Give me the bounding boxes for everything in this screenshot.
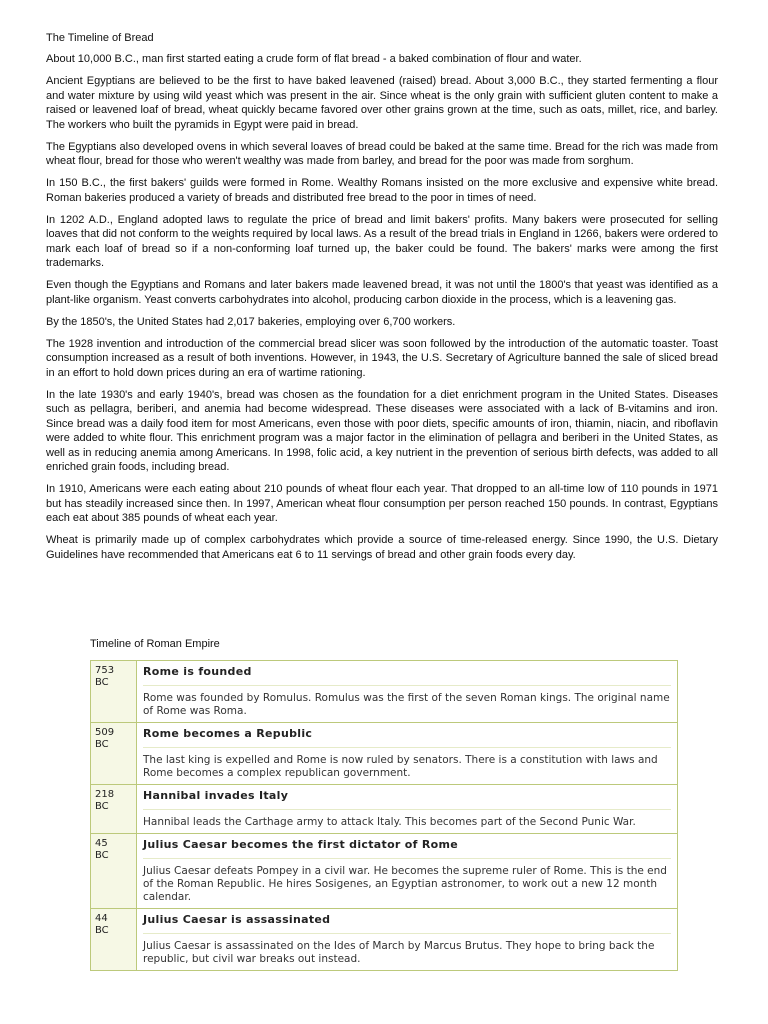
article-title: The Timeline of Bread xyxy=(46,32,154,44)
event-cell xyxy=(137,723,678,785)
table-row xyxy=(91,785,678,834)
event-cell xyxy=(137,661,678,723)
event-title: Rome is founded xyxy=(143,665,252,678)
paragraph: In the late 1930's and early 1940's, bread was chosen as the foundation for a diet enrichment program in the United States. Diseases such as pellagra, beriberi, and anemia had become widespread. These diseases were associated with a lack of B-vitamins and iron. Since bread was a daily food item for most Americans, even those with poor diets, specific amounts of iron, thiamin, niacin, and riboflavin were added to white flour. This enrichment program was a major factor in the elimination of pellagra and beriberi in the United States, as well as in reducing anemia among Americans. In 1998, folic acid, a key nutrient in the prevention of serious birth defects, was added to all enriched grain foods, including bread. xyxy=(46,388,718,473)
year-value: 753 xyxy=(95,665,115,676)
year-cell xyxy=(91,723,137,785)
year-era: BC xyxy=(95,677,109,688)
table-row xyxy=(91,909,678,971)
table-row xyxy=(91,723,678,785)
event-description: Hannibal leads the Carthage army to attack Italy. This becomes part of the Second Punic War. xyxy=(143,809,671,829)
paragraph: In 1202 A.D., England adopted laws to regulate the price of bread and limit bakers' profits. Many bakers were prosecuted for selling loaves that did not conform to the weights required by local laws. As a result of the bread trials in England in 1266, bakers were ordered to mark each loaf of bread so if a non-conforming loaf turned up, the baker could be found. The bakers' marks were among the first trademarks. xyxy=(46,213,718,269)
year-era: BC xyxy=(95,801,109,812)
event-description: Julius Caesar is assassinated on the Ides of March by Marcus Brutus. They hope to bring back the republic, but civil war breaks out instead. xyxy=(143,933,671,966)
timeline-title: Timeline of Roman Empire xyxy=(90,638,220,650)
paragraph: The Egyptians also developed ovens in which several loaves of bread could be baked at the same time. Bread for the rich was made from wheat flour, bread for those who weren't wealthy was made from barley, and bread for the poor was made from sorghum. xyxy=(46,140,718,167)
year-value: 509 xyxy=(95,727,115,738)
paragraph: About 10,000 B.C., man first started eating a crude form of flat bread - a baked combination of flour and water. xyxy=(46,53,582,65)
event-description: Julius Caesar defeats Pompey in a civil war. He becomes the supreme ruler of Rome. This is the end of the Roman Republic. He hires Sosigenes, an Egyptian astronomer, to work out a new 12 month calendar. xyxy=(143,858,671,904)
year-cell xyxy=(91,661,137,723)
event-title: Hannibal invades Italy xyxy=(143,789,289,802)
paragraph: Wheat is primarily made up of complex carbohydrates which provide a source of time-released energy. Since 1990, the U.S. Dietary Guidelines have recommended that Americans eat 6 to 11 servings of bread and other grain foods every day. xyxy=(46,534,718,561)
table-row xyxy=(91,834,678,909)
year-cell xyxy=(91,909,137,971)
event-cell xyxy=(137,834,678,909)
paragraph: Even though the Egyptians and Romans and later bakers made leavened bread, it was not until the 1800's that yeast was identified as a plant-like organism. Yeast converts carbohydrates into alcohol, producing carbon dioxide in the process, which is a leavening gas. xyxy=(46,279,718,306)
event-title: Rome becomes a Republic xyxy=(143,727,313,740)
event-cell xyxy=(137,785,678,834)
event-description: The last king is expelled and Rome is now ruled by senators. There is a constitution with laws and Rome becomes a complex republican government. xyxy=(143,747,671,780)
year-era: BC xyxy=(95,850,109,861)
paragraph: In 1910, Americans were each eating about 210 pounds of wheat flour each year. That dropped to an all-time low of 110 pounds in 1971 but has steadily increased since then. In 1997, American wheat flour consumption per person reached 150 pounds. In contrast, Egyptians each eat about 385 pounds of wheat each year. xyxy=(46,483,718,524)
event-title: Julius Caesar is assassinated xyxy=(143,913,331,926)
bread-article xyxy=(46,31,718,570)
paragraph: By the 1850's, the United States had 2,017 bakeries, employing over 6,700 workers. xyxy=(46,315,456,328)
paragraph: Ancient Egyptians are believed to be the first to have baked leavened (raised) bread. About 3,000 B.C., they started fermenting a flour and water mixture by using wild yeast which was present in the air. Since wheat is the only grain with sufficient gluten content to make a raised or leavened loaf of bread, wheat quickly became favored over other grains grown at the time, such as oats, millet, rice, and barley. The workers who built the pyramids in Egypt were paid in bread. xyxy=(46,75,718,131)
table-row xyxy=(91,661,678,723)
paragraph: In 150 B.C., the first bakers' guilds were formed in Rome. Wealthy Romans insisted on the more exclusive and expensive white bread. Roman bakeries produced a variety of breads and distributed free bread to the poor in times of need. xyxy=(46,177,718,204)
year-era: BC xyxy=(95,739,109,750)
event-title: Julius Caesar becomes the first dictator of Rome xyxy=(143,838,458,851)
roman-timeline-table xyxy=(90,660,678,971)
event-description: Rome was founded by Romulus. Romulus was the first of the seven Roman kings. The original name of Rome was Roma. xyxy=(143,685,671,718)
year-cell xyxy=(91,785,137,834)
year-value: 45 xyxy=(95,838,108,849)
year-value: 44 xyxy=(95,913,108,924)
year-value: 218 xyxy=(95,789,115,800)
year-cell xyxy=(91,834,137,909)
paragraph: The 1928 invention and introduction of the commercial bread slicer was soon followed by the introduction of the automatic toaster. Toast consumption increased as a result of both inventions. However, in 1943, the U.S. Secretary of Agriculture banned the sale of sliced bread in an effort to hold down prices during an era of wartime rationing. xyxy=(46,337,718,379)
year-era: BC xyxy=(95,925,109,936)
event-cell xyxy=(137,909,678,971)
